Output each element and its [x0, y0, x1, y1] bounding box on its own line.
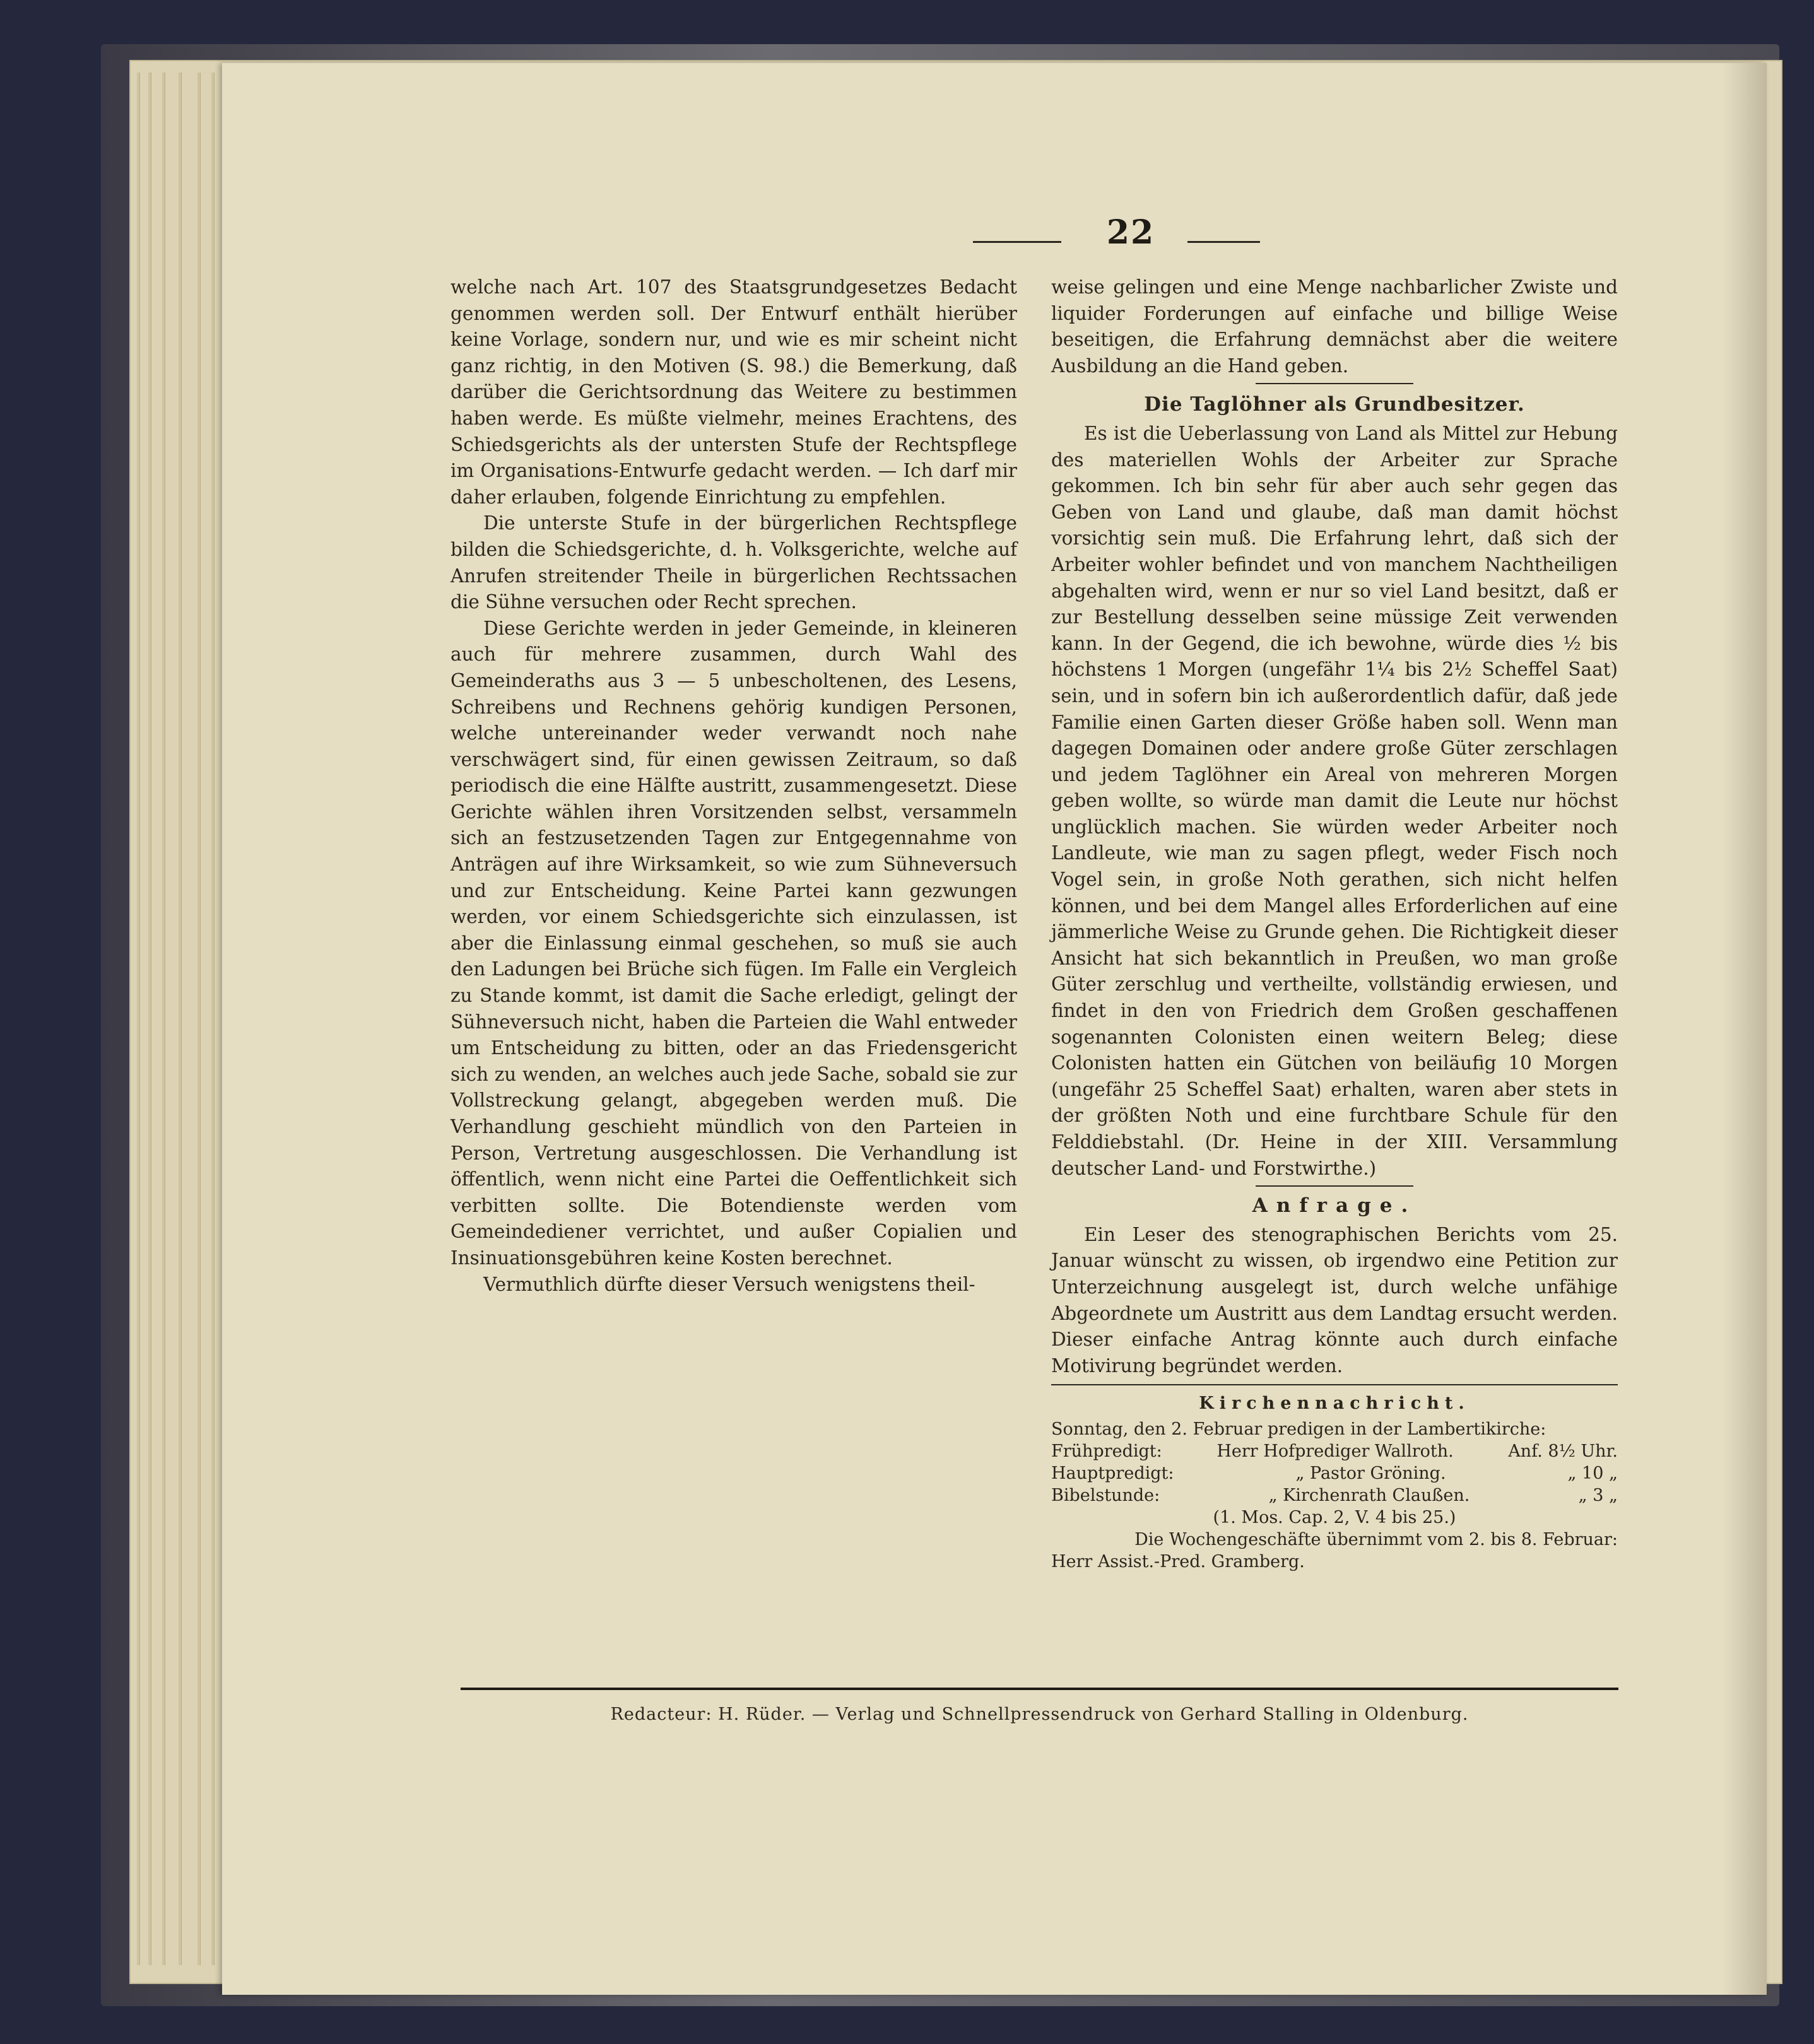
page-number: 22 — [1106, 213, 1155, 252]
service-time: „ 10 „ — [1567, 1463, 1618, 1483]
service-preacher: Herr Hofprediger Wallroth. — [1216, 1441, 1454, 1461]
bible-reference: (1. Mos. Cap. 2, V. 4 bis 25.) — [1213, 1507, 1456, 1527]
page-edge — [211, 73, 215, 1965]
church-line: Sonntag, den 2. Februar predigen in der Lambertikirche: — [1051, 1419, 1546, 1439]
newspaper-page — [222, 63, 1767, 1995]
service-preacher: „ Pastor Gröning. — [1295, 1463, 1446, 1483]
page-edge — [148, 73, 151, 1965]
page-edge — [162, 73, 165, 1965]
paragraph: welche nach Art. 107 des Staatsgrundgesetzes Bedacht genommen werden soll. Der Entwurf enthält hierüber keine Vorlage, sondern nur, und wie es mir scheint nicht ganz richtig, in den Motiven (S. 98.) die Bemerkung, daß darüber die Gerichtsordnung das Weitere zu bestimmen haben werde. Es müßte vielmehr, meines Erachtens, des Schiedsgerichts als der untersten Stufe der Rechtspflege im Organisations-Entwurfe gedacht werden. — Ich darf mir daher erlauben, folgende Einrichtung zu empfehlen. — [451, 276, 1017, 508]
page-edge — [137, 73, 140, 1965]
inquiry-body: Ein Leser des stenographischen Berichts vom 25. Januar wünscht zu wissen, ob irgendwo eine Petition zur Unterzeichnung ausgelegt ist, durch welche unfähige Abgeordnete um Austritt aus dem Landtag ersucht werden. Dieser einfache Antrag könnte auch durch einfache Motivirung begründet werden. — [1051, 1223, 1618, 1377]
service-row — [1051, 1462, 1618, 1484]
paragraph: weise gelingen und eine Menge nachbarlicher Zwiste und liquider Forderungen auf einfache und billige Weise beseitigen, die Erfahrung demnächst aber die weitere Ausbildung an die Hand geben. — [1051, 276, 1618, 377]
page-header — [973, 213, 1415, 264]
left-column — [451, 274, 1017, 1298]
article-body: Es ist die Ueberlassung von Land als Mittel zur Hebung des materiellen Wohls der Arbeiter zur Sprache gekommen. Ich bin sehr für aber auch sehr gegen das Geben von Land und glaube, daß man damit höchst vorsichtig sein muß. Die Erfahrung lehrt, daß sich der Arbeiter wohler befindet und von manchem Nachtheiligen abgehalten wird, wenn er nur so viel Land besitzt, daß er zur Bestellung desselben seine müssige Zeit verwenden kann. In der Gegend, die ich bewohne, würde dies ½ bis höchstens 1 Morgen (ungefähr 1¼ bis 2½ Scheffel Saat) sein, und in sofern bin ich außerordentlich dafür, daß jede Familie einen Garten dieser Größe haben soll. Wenn man dagegen Domainen oder andere große Güter zerschlagen und jedem Taglöhner ein Areal von mehreren Morgen geben wollte, so würde man damit die Leute nur höchst unglücklich machen. Sie würden weder Arbeiter noch Landleute, wie man zu sagen pflegt, weder Fisch noch Vogel sein, in große Noth gerathen, sich nicht helfen können, und bei dem Mangel alles Erforderlichen auf eine jämmerliche Weise zu Grunde gehen. Die Richtigkeit dieser Ansicht hat sich bekanntlich in Preußen, wo man große Güter zerschlug und vertheilte, vollständig erwiesen, und findet in den von Friedrich dem Großen geschaffenen sogenannten Colonisten einen weitern Beleg; diese Colonisten hatten ein Gütchen von beiläufig 10 Morgen (ungefähr 25 Scheffel Saat) erhalten, waren aber stets in der größten Noth und eine furchtbare Schule für den Felddiebstahl. (Dr. Heine in der XIII. Versammlung deutscher Land- und Forstwirthe.) — [1051, 422, 1618, 1179]
week-duty-person: Herr Assist.-Pred. Gramberg. — [1051, 1551, 1305, 1571]
service-row — [1051, 1484, 1618, 1507]
separator-rule — [1051, 1384, 1618, 1385]
paragraph: Die unterste Stufe in der bürgerlichen Rechtspflege bilden die Schiedsgerichte, d. h. Volksgerichte, welche auf Anrufen streitender Theile in bürgerlichen Rechtssachen die Sühne versuchen oder Recht sprechen. — [451, 512, 1017, 613]
paragraph: Vermuthlich dürfte dieser Versuch wenigstens theil- — [483, 1273, 975, 1295]
right-column — [1051, 274, 1618, 1573]
separator-rule — [1256, 383, 1413, 384]
footer-rule — [461, 1688, 1618, 1690]
header-rule-right — [1187, 241, 1260, 243]
paragraph: Diese Gerichte werden in jeder Gemeinde, in kleineren auch für mehrere zusammen, durch Wahl des Gemeinderaths aus 3 — 5 unbescholtenen, des Lesens, Schreibens und Rechnens gehörig kundigen Personen, welche untereinander weder verwandt noch nahe verschwägert sind, für einen gewissen Zeitraum, so daß periodisch die eine Hälfte austritt, zusammengesetzt. Diese Gerichte wählen ihren Vorsitzenden selbst, versammeln sich an festzusetzenden Tagen zur Entgegennahme von Anträgen auf ihre Wirksamkeit, so wie zum Sühneversuch und zur Entscheidung. Keine Partei kann gezwungen werden, vor einem Schiedsgerichte sich einzulassen, ist aber die Einlassung einmal geschehen, so muß sie auch den Ladungen bei Brüche sich fügen. Im Falle ein Vergleich zu Stande kommt, ist damit die Sache erledigt, gelingt der Sühneversuch nicht, haben die Parteien die Wahl entweder um Entscheidung zu bitten, oder an das Friedensgericht sich zu wenden, an welches auch jede Sache, sobald sie zur Vollstreckung gelangt, abgegeben werden muß. Die Verhandlung geschieht mündlich von den Parteien in Person, Vertretung ausgeschlossen. Die Verhandlung ist öffentlich, wenn nicht eine Partei die Oeffentlichkeit sich verbitten sollte. Die Botendienste werden vom Gemeindediener verrichtet, und außer Copialien und Insinuationsgebühren keine Kosten berechnet. — [451, 617, 1017, 1269]
service-row — [1051, 1440, 1618, 1462]
service-label: Frühpredigt: — [1051, 1441, 1162, 1461]
service-preacher: „ Kirchenrath Claußen. — [1268, 1485, 1470, 1505]
service-time: Anf. 8½ Uhr. — [1508, 1441, 1618, 1461]
imprint: Redacteur: H. Rüder. — Verlag und Schnellpressendruck von Gerhard Stalling in Oldenburg. — [610, 1705, 1469, 1724]
page-edge — [179, 73, 182, 1965]
page-shadow — [1723, 63, 1767, 1995]
article-title: Die Taglöhner als Grundbesitzer. — [1144, 393, 1525, 416]
header-rule-left — [973, 241, 1061, 243]
separator-rule — [1256, 1185, 1413, 1187]
church-news — [1051, 1418, 1618, 1573]
inquiry-title: Anfrage. — [1252, 1194, 1417, 1218]
service-label: Hauptpredigt: — [1051, 1463, 1174, 1483]
service-time: „ 3 „ — [1578, 1485, 1618, 1505]
week-duty: Die Wochengeschäfte übernimmt vom 2. bis 8. Februar: — [1134, 1529, 1618, 1549]
page-edge — [197, 73, 201, 1965]
church-news-title: Kirchennachricht. — [1199, 1394, 1470, 1414]
service-label: Bibelstunde: — [1051, 1485, 1160, 1505]
